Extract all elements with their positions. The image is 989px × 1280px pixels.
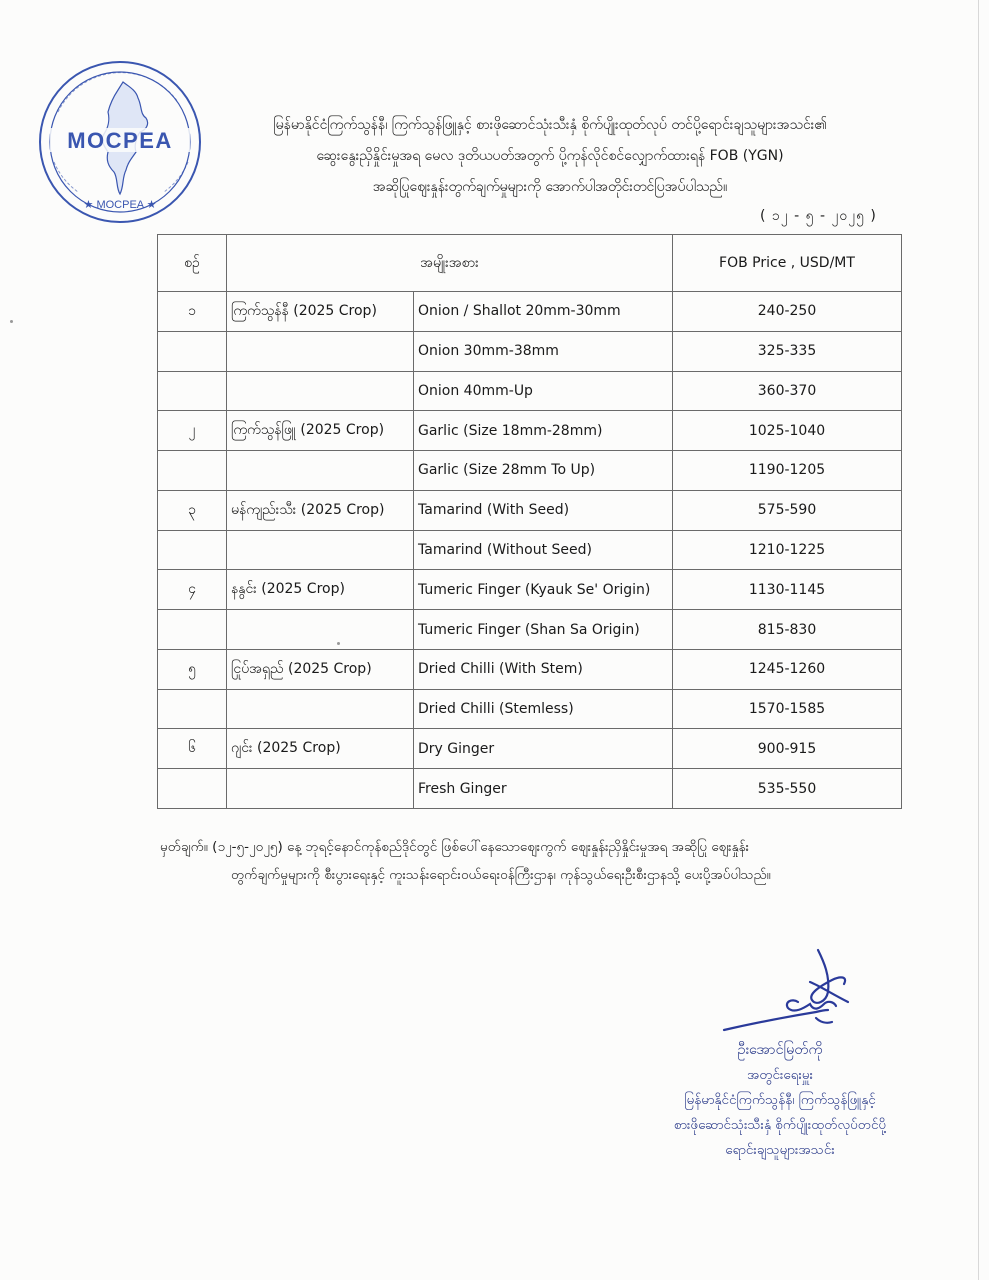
header-no: စဉ်: [158, 235, 227, 292]
table-header-row: [158, 235, 902, 292]
row-variety: Onion 40mm-Up: [414, 371, 673, 411]
row-category: ကြက်သွန်ဖြူ (2025 Crop): [227, 411, 414, 451]
header-line-1: မြန်မာနိုင်ငံကြက်သွန်နီ၊ ကြက်သွန်ဖြူနှင့် စားဖိုဆောင်သုံးသီးနှံ စိုက်ပျိုးထုတ်လုပ် တင်ပို့ရောင်းချသူများအသင်း၏: [273, 117, 827, 133]
row-price: 1025-1040: [673, 411, 902, 451]
row-price: 1190-1205: [673, 451, 902, 491]
row-number: ၃: [158, 490, 227, 530]
row-variety: Onion 30mm-38mm: [414, 331, 673, 371]
row-variety: Tamarind (With Seed): [414, 490, 673, 530]
row-category: [227, 451, 414, 491]
row-price: 815-830: [673, 610, 902, 650]
scan-speck: [10, 320, 13, 323]
signatory-org-line-1: မြန်မာနိုင်ငံကြက်သွန်နီ၊ ကြက်သွန်ဖြူနှင့်: [684, 1092, 876, 1108]
remark-note: [160, 833, 920, 889]
row-category: နနွင်း (2025 Crop): [227, 570, 414, 610]
signatory-org-line-2: စားဖိုဆောင်သုံးသီးနှံ စိုက်ပျိုးထုတ်လုပ်တင်ပို့: [673, 1117, 887, 1133]
scan-speck: [337, 642, 340, 645]
row-number: [158, 530, 227, 570]
row-price: 1130-1145: [673, 570, 902, 610]
row-price: 1245-1260: [673, 649, 902, 689]
row-variety: Tumeric Finger (Shan Sa Origin): [414, 610, 673, 650]
logo-bottom-text: ★ MOCPEA ★: [83, 199, 157, 211]
row-category: ကြက်သွန်နီ (2025 Crop): [227, 292, 414, 332]
row-category: [227, 331, 414, 371]
table-body: [158, 292, 902, 809]
row-number: ၁: [158, 292, 227, 332]
table-row: [158, 649, 902, 689]
row-number: [158, 371, 227, 411]
row-variety: Garlic (Size 28mm To Up): [414, 451, 673, 491]
row-number: ၂: [158, 411, 227, 451]
row-number: [158, 610, 227, 650]
row-price: 360-370: [673, 371, 902, 411]
note-line-2: တွက်ချက်မှုများကို စီးပွားရေးနှင့် ကူးသန်းရောင်းဝယ်ရေးဝန်ကြီးဌာန၊ ကုန်သွယ်ရေးဦးစီးဌာနသို့ ပေးပို့အပ်ပါသည်။: [231, 867, 771, 883]
row-variety: Dried Chilli (Stemless): [414, 689, 673, 729]
row-category: ငြုပ်အရှည် (2025 Crop): [227, 649, 414, 689]
table-row: [158, 689, 902, 729]
row-price: 535-550: [673, 769, 902, 809]
table-row: [158, 769, 902, 809]
note-line-1: မှတ်ချက်။ (၁၂-၅-၂၀၂၅) နေ့ ဘုရင့်နောင်ကုန်စည်ဒိုင်တွင် ဖြစ်ပေါ်နေသောဈေးကွက် ဈေးနှုန်းညှိနှိုင်းမှုအရ အဆိုပြု ဈေးနှုန်း: [160, 839, 749, 855]
table-row: [158, 292, 902, 332]
row-price: 240-250: [673, 292, 902, 332]
table-row: [158, 411, 902, 451]
row-category: [227, 610, 414, 650]
header-item: အမျိုးအစား: [227, 235, 673, 292]
row-variety: Dried Chilli (With Stem): [414, 649, 673, 689]
page-edge: [978, 0, 979, 1280]
table-row: [158, 729, 902, 769]
row-price: 1570-1585: [673, 689, 902, 729]
row-category: [227, 530, 414, 570]
row-number: ၅: [158, 649, 227, 689]
row-variety: Tumeric Finger (Kyauk Se' Origin): [414, 570, 673, 610]
table-row: [158, 610, 902, 650]
header-line-3: အဆိုပြုဈေးနှုန်းတွက်ချက်မှုများကို အောက်ပါအတိုင်းတင်ပြအပ်ပါသည်။: [372, 179, 728, 195]
price-table: [157, 234, 902, 809]
row-price: 325-335: [673, 331, 902, 371]
table-row: [158, 371, 902, 411]
header-line-2: ဆွေးနွေးညှိနှိုင်းမှုအရ မေလ ဒုတိယပတ်အတွက် ပို့ကုန်လိုင်စင်လျှောက်ထားရန် FOB (YGN): [316, 148, 784, 164]
row-variety: Onion / Shallot 20mm-30mm: [414, 292, 673, 332]
row-variety: Tamarind (Without Seed): [414, 530, 673, 570]
row-variety: Fresh Ginger: [414, 769, 673, 809]
row-number: [158, 331, 227, 371]
signatory-org-line-3: ရောင်းချသူများအသင်း: [725, 1142, 835, 1158]
row-category: မန်ကျည်းသီး (2025 Crop): [227, 490, 414, 530]
handwritten-signature: [720, 942, 870, 1042]
table-row: [158, 331, 902, 371]
signatory-name: ဦးအောင်မြတ်ကို: [737, 1042, 823, 1058]
row-number: ၆: [158, 729, 227, 769]
header-price: FOB Price , USD/MT: [673, 235, 902, 292]
table-row: [158, 530, 902, 570]
table-row: [158, 490, 902, 530]
row-variety: Dry Ginger: [414, 729, 673, 769]
table-row: [158, 570, 902, 610]
document-header: [200, 110, 900, 203]
row-price: 900-915: [673, 729, 902, 769]
row-price: 575-590: [673, 490, 902, 530]
row-number: [158, 769, 227, 809]
association-stamp-logo: [28, 52, 218, 227]
row-category: [227, 371, 414, 411]
row-category: ဂျင်း (2025 Crop): [227, 729, 414, 769]
row-number: [158, 689, 227, 729]
logo-text: MOCPEA: [67, 128, 173, 153]
signatory-title: အတွင်းရေးမှူး: [746, 1067, 814, 1083]
signatory-block: [610, 1038, 950, 1163]
row-category: [227, 689, 414, 729]
row-category: [227, 769, 414, 809]
row-number: [158, 451, 227, 491]
table-row: [158, 451, 902, 491]
row-number: ၄: [158, 570, 227, 610]
document-date: ( ၁၂ - ၅ - ၂၀၂၅ ): [760, 208, 877, 224]
row-price: 1210-1225: [673, 530, 902, 570]
row-variety: Garlic (Size 18mm-28mm): [414, 411, 673, 451]
